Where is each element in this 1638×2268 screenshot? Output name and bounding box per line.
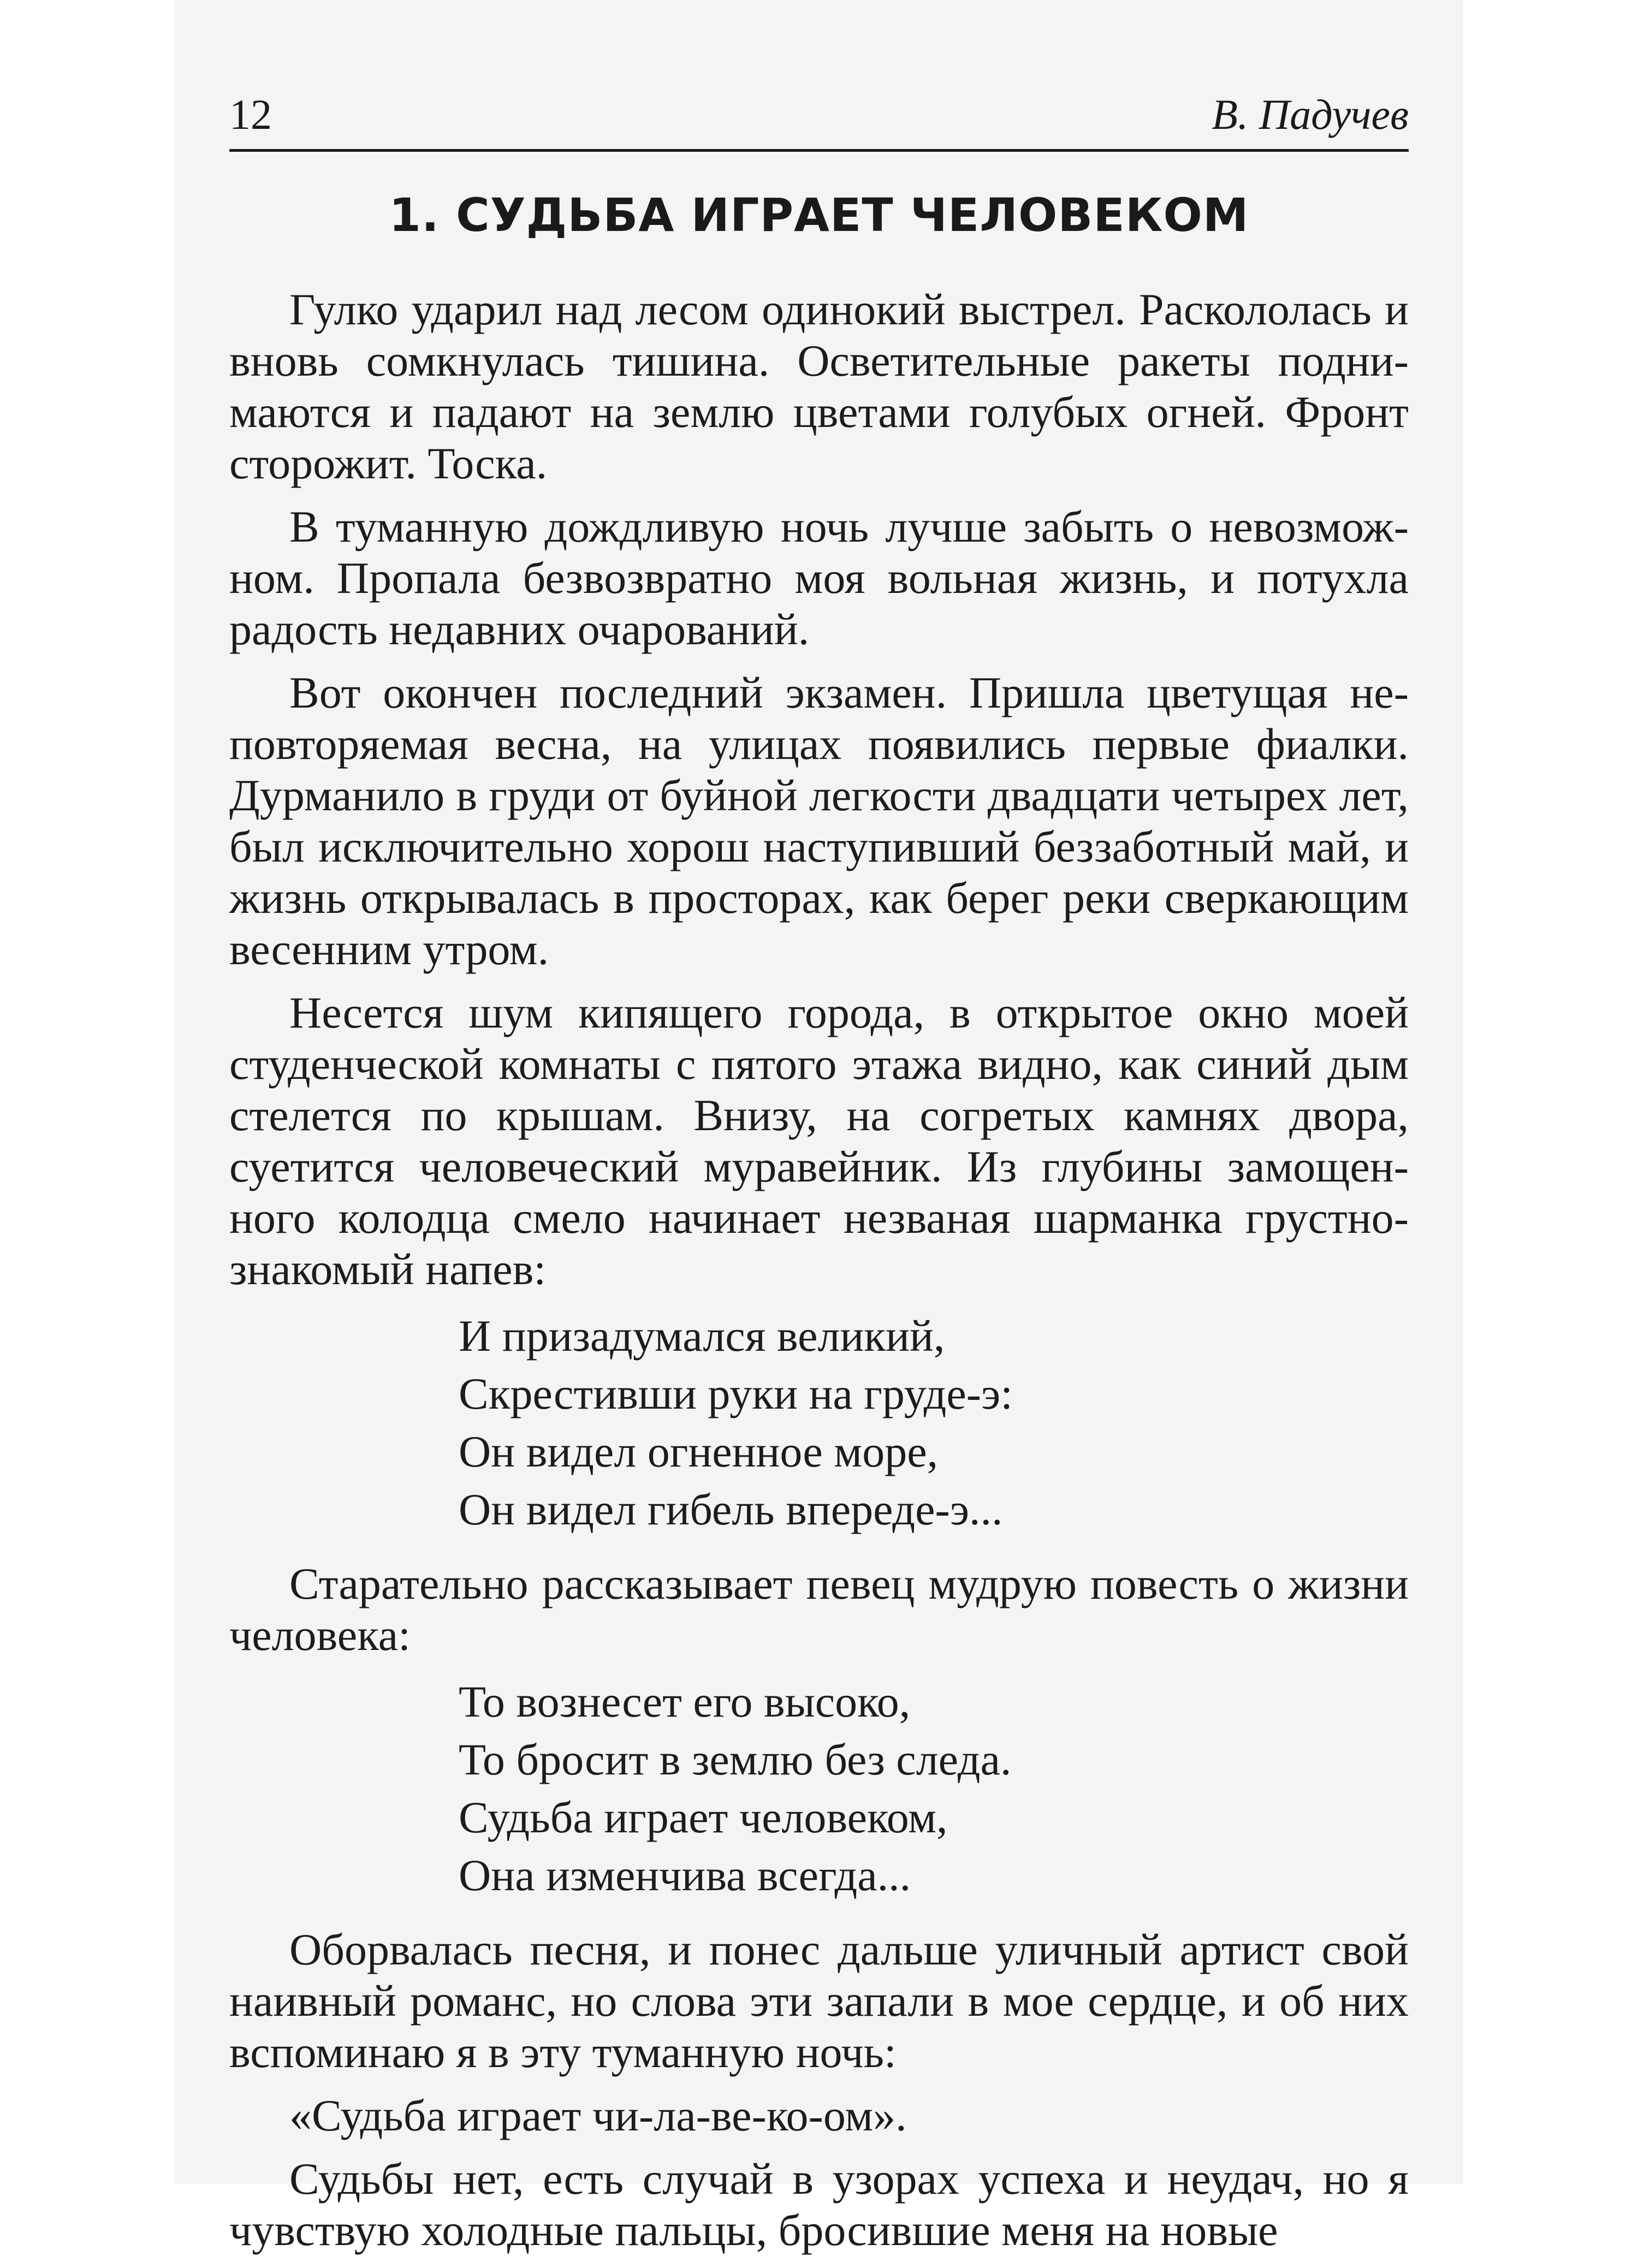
paragraph: Старательно рассказывает певец мудрую повесть о жизни человека: xyxy=(229,1559,1409,1660)
paragraph: «Судьба играет чи-ла-ве-ко-ом». xyxy=(289,2091,907,2140)
running-head-author: В. Падучев xyxy=(1212,91,1409,138)
paragraph: Судьбы нет, есть случай в узорах успеха и неудач, но я чувствую холодные пальцы, бросившие меня на новые xyxy=(229,2154,1409,2255)
paragraph: В туманную дождливую ночь лучше забыть о невозможном. Пропала безвозвратно моя вольная жизнь, и потухла радость недавних очарований. xyxy=(229,502,1409,654)
song-verse xyxy=(459,1673,1409,1904)
header-rule xyxy=(229,149,1409,152)
chapter-title: 1. СУДЬБА ИГРАЕТ ЧЕЛОВЕКОМ xyxy=(389,188,1249,242)
song-verse xyxy=(459,1307,1409,1539)
paragraph: Вот окончен последний экзамен. Пришла цветущая неповторяемая весна, на улицах появились первые фиалки. Дурманило в груди от буйной легкости двадцати четырех лет, был исключительно хорош наступивший беззаботный май, и жизнь открывалась в просторах, как берег реки сверкающим весенним утром. xyxy=(229,668,1409,974)
body-text xyxy=(229,284,1409,2268)
verse-line: И призадумался великий, xyxy=(459,1311,945,1361)
verse-line: Скрестивши руки на груде-э: xyxy=(459,1369,1013,1418)
verse-line: Она изменчива всегда... xyxy=(459,1850,911,1900)
page-header xyxy=(229,79,1409,145)
paragraph: Гулко ударил над лесом одинокий выстрел. Раскололась и вновь сомкнулась тишина. Осветительные ракеты поднимаются и падают на землю цветами голубых огней. Фронт сторожит. Тоска. xyxy=(229,284,1409,488)
page-number: 12 xyxy=(229,91,272,138)
verse-line: То бросит в землю без следа. xyxy=(459,1735,1012,1784)
verse-line: То вознесет его высоко, xyxy=(459,1677,911,1726)
verse-line: Он видел гибель впереде-э... xyxy=(459,1485,1003,1534)
paragraph: Несется шум кипящего города, в открытое окно моей студенческой комнаты с пятого этажа видно, как синий дым стелется по крышам. Внизу, на согретых камнях двора, суетится человеческий муравейник. Из глубины замощенного колодца смело начинает незваная шарманка грустнознакомый напев: xyxy=(229,988,1409,1294)
verse-line: Судьба играет человеком, xyxy=(459,1792,948,1842)
paragraph: Оборвалась песня, и понес дальше уличный артист свой наивный романс, но слова эти запали в мое сердце, и об них вспоминаю я в эту туманную ночь: xyxy=(229,1925,1409,2077)
verse-line: Он видел огненное море, xyxy=(459,1427,939,1476)
